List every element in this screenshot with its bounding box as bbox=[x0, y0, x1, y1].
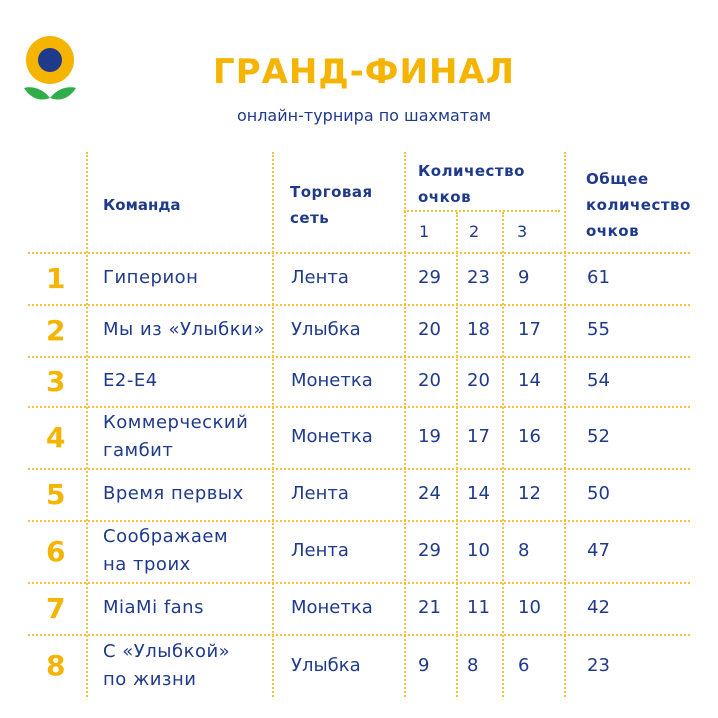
header-round-2: 2 bbox=[469, 222, 480, 241]
grid-line bbox=[502, 212, 504, 697]
team-name: Мы из «Улыбки» bbox=[103, 319, 265, 340]
rank-number: 3 bbox=[46, 364, 66, 398]
total-score: 42 bbox=[587, 597, 610, 618]
round-1-score: 20 bbox=[418, 370, 441, 391]
retail-chain: Монетка bbox=[291, 597, 373, 618]
rank-number: 5 bbox=[46, 477, 66, 511]
round-2-score: 17 bbox=[467, 426, 490, 447]
round-1-score: 21 bbox=[418, 597, 441, 618]
retail-chain: Улыбка bbox=[291, 654, 361, 676]
total-score: 61 bbox=[587, 267, 610, 288]
team-name: Гиперион bbox=[103, 267, 199, 288]
round-3-score: 17 bbox=[518, 319, 541, 340]
team-name: С «Улыбкой» по жизни bbox=[103, 640, 231, 690]
round-1-score: 9 bbox=[418, 654, 430, 676]
round-3-score: 16 bbox=[518, 426, 541, 447]
retail-chain: Улыбка bbox=[291, 319, 361, 340]
grid-line bbox=[564, 152, 566, 697]
round-3-score: 9 bbox=[518, 267, 530, 288]
total-score: 55 bbox=[587, 319, 610, 340]
team-name: Соображаем на троих bbox=[103, 526, 229, 575]
round-1-score: 29 bbox=[418, 540, 441, 561]
round-2-score: 23 bbox=[467, 267, 490, 288]
round-3-score: 10 bbox=[518, 597, 541, 618]
header-round-1: 1 bbox=[419, 222, 430, 241]
team-name: MiaMi fans bbox=[103, 597, 204, 618]
grid-line bbox=[272, 152, 274, 697]
total-score: 23 bbox=[587, 654, 610, 676]
total-score: 54 bbox=[587, 370, 610, 391]
rank-number: 8 bbox=[46, 649, 66, 682]
round-2-score: 14 bbox=[467, 483, 490, 504]
total-score: 47 bbox=[587, 540, 610, 561]
round-2-score: 10 bbox=[467, 540, 490, 561]
rank-number: 7 bbox=[46, 591, 66, 625]
grid-line bbox=[404, 152, 406, 697]
header-chain: Торговая сеть bbox=[290, 183, 373, 227]
round-1-score: 29 bbox=[418, 267, 441, 288]
round-2-score: 11 bbox=[467, 597, 490, 618]
round-3-score: 6 bbox=[518, 654, 530, 676]
grid-line bbox=[404, 210, 560, 212]
total-score: 52 bbox=[587, 426, 610, 447]
retail-chain: Лента bbox=[291, 267, 349, 288]
grid-line bbox=[456, 212, 458, 697]
retail-chain: Лента bbox=[291, 483, 349, 504]
team-name: Время первых bbox=[103, 483, 244, 504]
round-3-score: 14 bbox=[518, 370, 541, 391]
round-2-score: 18 bbox=[467, 319, 490, 340]
round-3-score: 8 bbox=[518, 540, 530, 561]
rank-number: 4 bbox=[46, 420, 66, 454]
round-3-score: 12 bbox=[518, 483, 541, 504]
header-points: Количество очков bbox=[418, 162, 525, 206]
team-name: Коммерческий гамбит bbox=[103, 412, 249, 461]
header-round-3: 3 bbox=[517, 222, 528, 241]
total-score: 50 bbox=[587, 483, 610, 504]
round-1-score: 20 bbox=[418, 319, 441, 340]
retail-chain: Лента bbox=[291, 540, 349, 561]
round-2-score: 20 bbox=[467, 370, 490, 391]
round-2-score: 8 bbox=[467, 654, 479, 676]
rank-number: 6 bbox=[46, 534, 66, 568]
retail-chain: Монетка bbox=[291, 370, 373, 391]
page-subtitle: онлайн-турнира по шахматам bbox=[236, 106, 492, 125]
team-name: E2-E4 bbox=[103, 370, 158, 391]
page-title: ГРАНД-ФИНАЛ bbox=[213, 52, 515, 92]
round-1-score: 19 bbox=[418, 426, 441, 447]
grid-line bbox=[86, 152, 88, 697]
rank-number: 2 bbox=[46, 313, 66, 347]
header-total: Общее количество очков bbox=[586, 170, 691, 240]
round-1-score: 24 bbox=[418, 483, 441, 504]
header-team: Команда bbox=[103, 196, 181, 214]
retail-chain: Монетка bbox=[291, 426, 373, 447]
rank-number: 1 bbox=[46, 261, 66, 295]
